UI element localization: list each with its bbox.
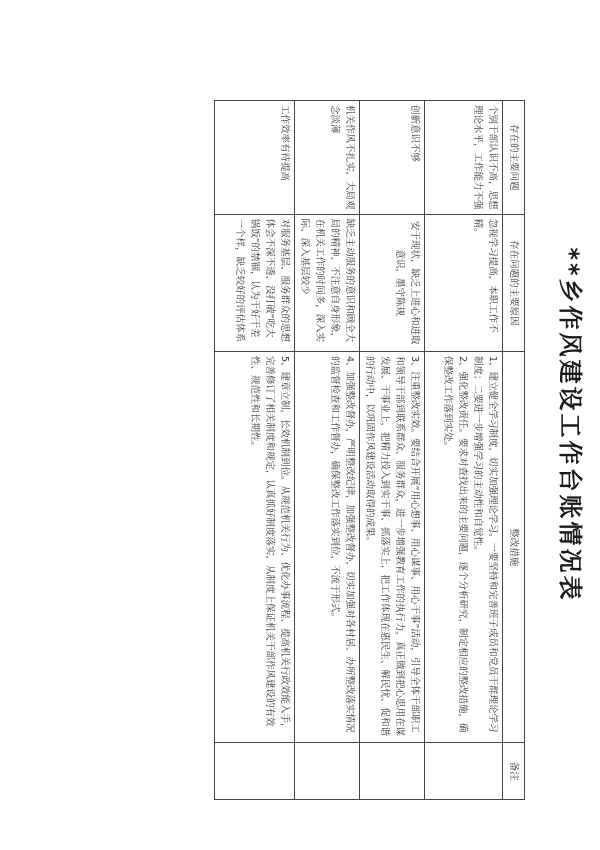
note-cell — [215, 743, 295, 800]
note-cell — [360, 743, 425, 800]
note-cell — [425, 743, 503, 800]
measures-cell — [360, 352, 425, 743]
cause-cell: 忽视学习提高，本职工作不精。 — [425, 214, 503, 351]
table-row — [295, 101, 360, 800]
measures-cell — [425, 352, 503, 743]
header-cause: 存在问题的主要原因 — [503, 214, 525, 351]
cause-cell: 对服务基层、服务群众的思想体会不深不透，没打破“吃大锅饭”的禁锢，认为干好干差一个样，缺乏较好的评估体系 — [215, 214, 295, 351]
cause-cell: 缺乏主动服务的意识和顾全大局的精神，不注意自身形象，在机关工作的时间多，深入实际、深入基层较少 — [295, 214, 360, 351]
note-cell — [295, 743, 360, 800]
rotated-document — [170, 0, 600, 850]
page-title: **乡作风建设工作台账情况表 — [556, 247, 584, 603]
problem-cell: 创新意识不够 — [360, 101, 425, 215]
measures-cell — [295, 352, 360, 743]
table-row — [215, 101, 295, 800]
ledger-table — [214, 100, 525, 800]
table-header-row — [503, 101, 525, 800]
measure-item: 1、建立健全学习制度，切实加强理论学习。一要坚持和完善班子成员和党员干群理论学习制度；二要进一步增强学习的主动性和自觉性。 — [472, 356, 498, 733]
cause-cell: 安于现状，缺乏上进心和进取意识，墨守陈规 — [360, 214, 425, 351]
header-measures: 整改措施 — [503, 352, 525, 743]
table-row — [360, 101, 425, 800]
measure-item: 3、注重整改实效。要结合开展“用心想事、用心谋事、用心干事”活动，引导全体干部职工和领导干部到联系群众、服务群众，进一步增强教育工作的执行力，真正做到把心思用在谋发展、干事业上，把精力投入到实干事、抓落实上，把工作体现在惠民生、解民忧、促和谐的行动中，以巩固作风建设活动取得的成果。 — [364, 356, 420, 737]
measure-item: 5、建章立制，长效机制到位。从规范机关行为、优化办事流程、提高机关行政效能入手，完善修订了相关制度和规定，认真抓好制度落实，从制度上保证机关干部作风建设的有效性、规范性和长期性。 — [249, 356, 290, 733]
table-row — [425, 101, 503, 800]
header-note: 备注 — [503, 743, 525, 800]
measure-item: 4、加强整改督办，严明整改纪律，加强整改督办，切实加强对各村居、办所整改落实情况的监督检查和工作督办，确保整改工作落实到位，不流于形式。 — [329, 356, 355, 733]
measure-item: 2、强化整改责任。要求对查找出来的主要问题，逐个分析研究，制定相应的整改措施，确保整改工作落到实处。 — [442, 356, 468, 733]
header-problem: 存在的主要问题 — [503, 101, 525, 215]
problem-cell: 工作效率有待提高 — [215, 101, 295, 215]
problem-cell: 机关作风不扎实，大局观念淡薄 — [295, 101, 360, 215]
problem-cell: 个别干部认识不高，思想理论水平，工作能力不强 — [425, 101, 503, 215]
measures-cell — [215, 352, 295, 743]
